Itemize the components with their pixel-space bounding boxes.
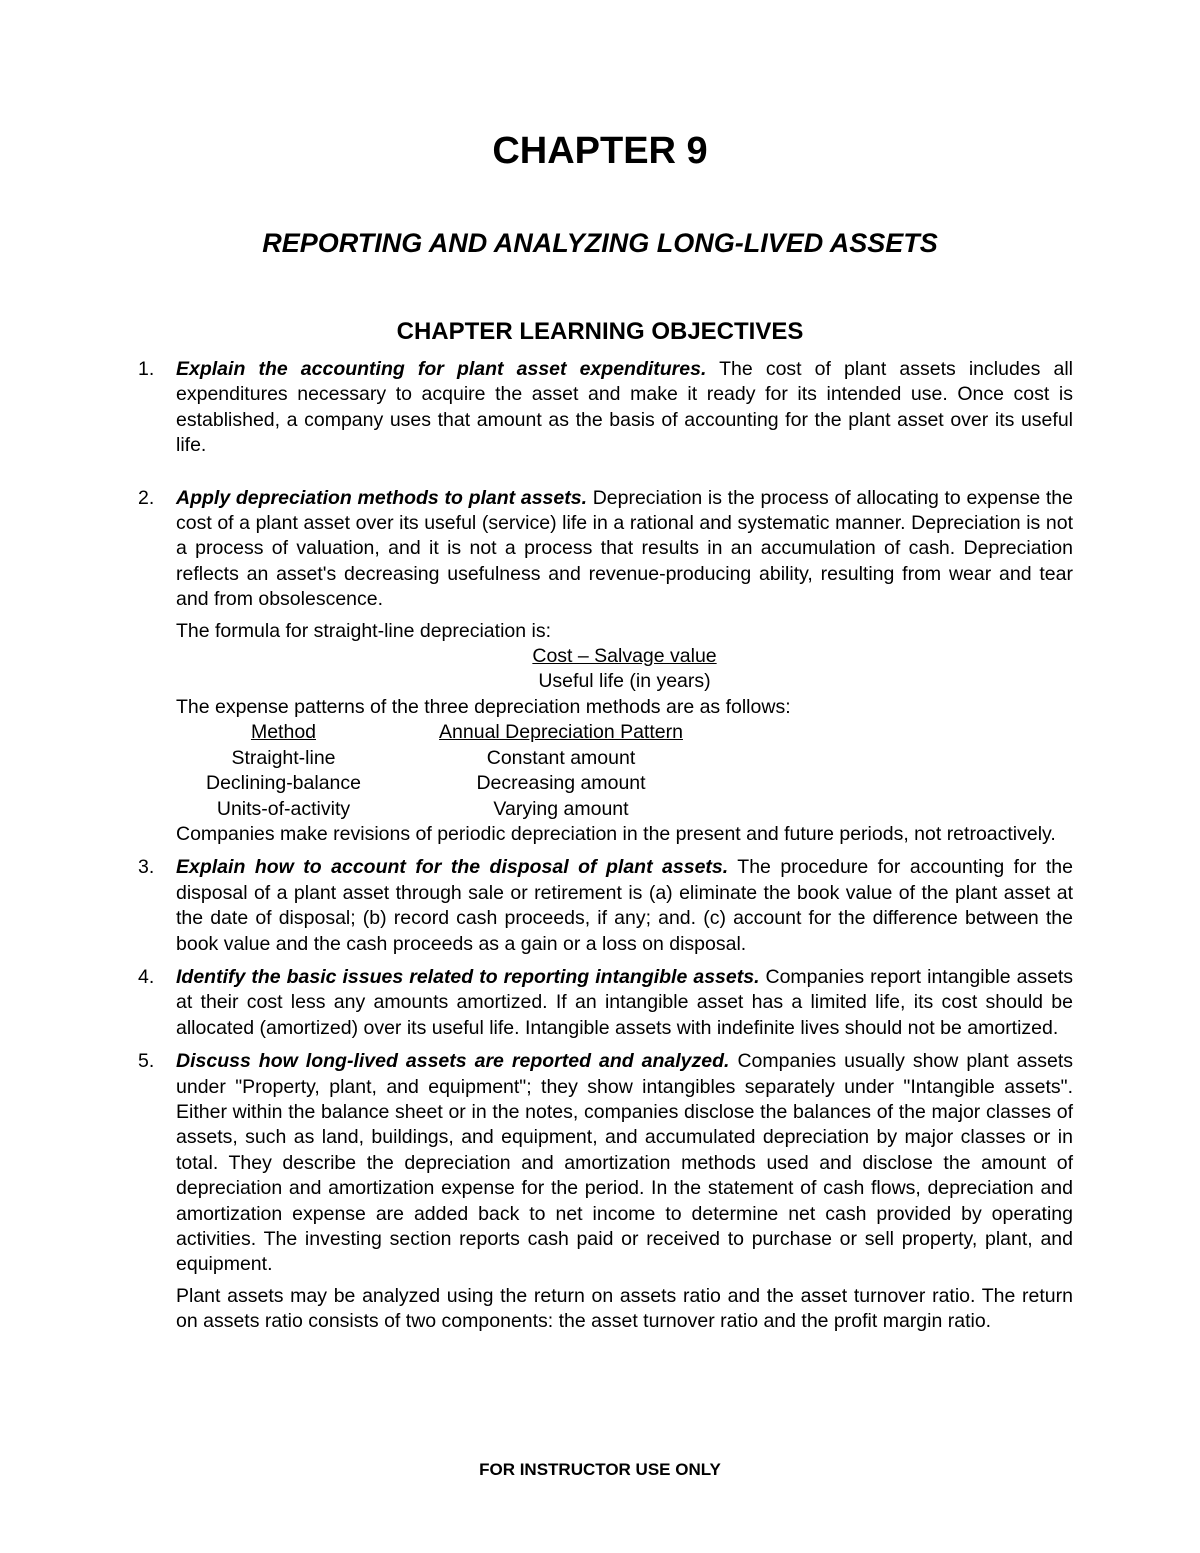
analysis-paragraph: Plant assets may be analyzed using the return on assets ratio and the asset turnover ratio. The return on assets ratio consists of two components: the asset turnover ratio and the profit margin ratio. xyxy=(176,1284,1073,1333)
objective-item-1 xyxy=(138,357,1073,459)
objective-text: Companies report intangible assets at their cost less any amounts amortized. If an intangible asset has a limited life, its cost should be allocated (amortized) over its useful life. Intangible assets with indefinite lives should not be amortized. xyxy=(176,965,1073,1039)
objective-item-3 xyxy=(138,855,1073,957)
table-row xyxy=(176,771,731,796)
objective-lead: Explain the accounting for plant asset expenditures. xyxy=(176,358,707,380)
formula xyxy=(176,644,1073,695)
table-header-method: Method xyxy=(250,721,317,744)
objectives-heading: CHAPTER LEARNING OBJECTIVES xyxy=(396,318,804,345)
formula-denominator: Useful life (in years) xyxy=(538,670,711,693)
objective-number: 5. xyxy=(138,1050,155,1073)
formula-intro: The formula for straight-line depreciation is: xyxy=(176,619,552,642)
table-cell-method: Straight-line xyxy=(231,746,336,769)
formula-numerator: Cost – Salvage value xyxy=(532,645,717,668)
objective-text: Companies usually show plant assets under "Property, plant, and equipment"; they show intangibles separately under "Intangible assets". Either within the balance sheet or in the notes, companies disclose the balances of the major classes of assets, such as land, buildings, and equipment, and accumulated depreciation by major classes or in total. They describe the depreciation and amortization methods used and disclose the amount of depreciation and amortization expense for the period. In the statement of cash flows, depreciation and amortization expense are added back to net income to determine net cash provided by operating activities. The investing section reports cash paid or received to purchase or sell property, plant, and equipment. xyxy=(176,1050,1073,1276)
objective-number: 4. xyxy=(138,965,155,988)
chapter-number: CHAPTER 9 xyxy=(492,130,708,172)
objective-number: 3. xyxy=(138,856,155,879)
objective-text: The cost of plant assets includes all expenditures necessary to acquire the asset and make it ready for its intended use. Once cost is established, a company uses that amount as the basis of accounting for the plant asset over its useful life. xyxy=(176,358,1073,457)
objective-paragraph xyxy=(176,965,1073,1041)
footer-notice: FOR INSTRUCTOR USE ONLY xyxy=(479,1460,721,1479)
objective-lead: Apply depreciation methods to plant assets. xyxy=(176,486,587,509)
objective-paragraph xyxy=(176,486,1073,613)
table-header-pattern: Annual Depreciation Pattern xyxy=(439,721,683,744)
revisions-note: Companies make revisions of periodic depreciation in the present and future periods, not retroactively. xyxy=(176,822,1056,845)
objective-number: 1. xyxy=(138,358,155,380)
objective-item-5 xyxy=(138,1049,1073,1334)
table-cell-method: Declining-balance xyxy=(205,772,361,795)
objective-item-2 xyxy=(138,486,1073,848)
objective-text: Depreciation is the process of allocating to expense the cost of a plant asset over its useful (service) life in a rational and systematic manner. Depreciation is not a process of valuation, and it is not a process that results in an accumulation of cash. Depreciation reflects an asset's decreasing usefulness and revenue-producing ability, resulting from wear and tear and from obsolescence. xyxy=(176,486,1073,611)
table-row xyxy=(176,797,731,822)
chapter-title: REPORTING AND ANALYZING LONG-LIVED ASSETS xyxy=(262,228,938,258)
objective-text: The procedure for accounting for the disposal of a plant asset through sale or retirement is (a) eliminate the book value of the plant asset at the date of disposal; (b) record cash proceeds, if any; and. (c) account for the difference between the book value and the cash proceeds as a gain or a loss on disposal. xyxy=(176,856,1073,955)
objective-paragraph xyxy=(176,357,1073,459)
objective-item-4 xyxy=(138,965,1073,1041)
objective-lead: Identify the basic issues related to reporting intangible assets. xyxy=(176,965,760,988)
table-row xyxy=(176,746,731,771)
objective-number: 2. xyxy=(138,486,155,509)
table-cell-pattern: Constant amount xyxy=(486,746,636,769)
patterns-intro: The expense patterns of the three depreciation methods are as follows: xyxy=(176,695,791,718)
objective-lead: Explain how to account for the disposal of plant assets. xyxy=(176,856,729,879)
table-cell-method: Units-of-activity xyxy=(216,797,351,820)
table-cell-pattern: Varying amount xyxy=(493,797,629,820)
table-header-row xyxy=(176,720,731,745)
objective-paragraph xyxy=(176,855,1073,957)
table-cell-pattern: Decreasing amount xyxy=(476,772,646,795)
depreciation-methods-table xyxy=(176,720,731,822)
objective-lead: Discuss how long-lived assets are reported and analyzed. xyxy=(176,1050,730,1073)
objectives-list xyxy=(138,357,1073,1335)
objective-paragraph xyxy=(176,1049,1073,1278)
